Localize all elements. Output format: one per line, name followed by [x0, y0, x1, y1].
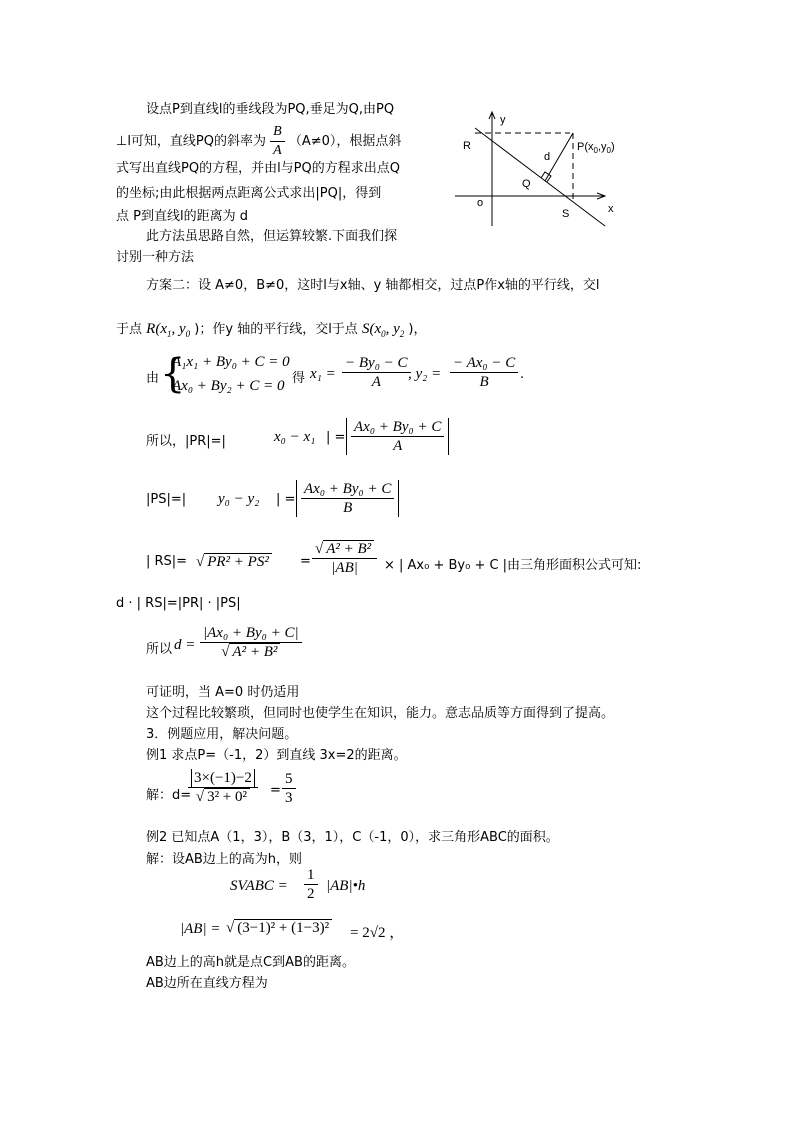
- rs-times: × | Ax₀ + By₀ + C |由三角形面积公式可知:: [384, 558, 642, 573]
- line-note: AB边所在直线方程为: [146, 976, 268, 991]
- area-lhs: SVABC =: [230, 878, 288, 894]
- pr-mid: x₀ − x₁: [274, 429, 316, 445]
- pr-prefix: 所以，|PR|=|: [146, 434, 226, 449]
- ps-abs: [296, 480, 399, 517]
- ab-lhs: |AB| =: [180, 921, 221, 937]
- para1-line4: 的坐标;由此根据两点距离公式求出|PQ|，得到: [116, 186, 382, 201]
- pr-eq: | =: [326, 430, 346, 445]
- sys-brace: {: [160, 351, 186, 397]
- para1-line6: 此方法虽思路自然，但运算较繁.下面我们探: [146, 229, 398, 244]
- x1-fraction: [342, 354, 411, 391]
- plan2-line2-end: )，: [408, 322, 427, 337]
- label-o: o: [477, 197, 484, 209]
- y2-fraction: [450, 354, 518, 391]
- para1-line2: [116, 123, 401, 160]
- plan2-line2: [116, 318, 427, 339]
- sol1-res-num: 5: [282, 770, 296, 789]
- ab-result: = 2√2 ，: [350, 925, 405, 941]
- x1-num: − By₀ − C: [342, 354, 411, 373]
- slope-den: A: [273, 143, 282, 158]
- label-Q: Q: [522, 178, 531, 190]
- rs-sqrt-wrap: √ PR² + PS²: [196, 552, 272, 571]
- label-x: x: [608, 203, 614, 215]
- ps-prefix: |PS|=|: [146, 492, 187, 507]
- ab-sqrt-wrap: √ (3−1)² + (1−3)²: [226, 919, 332, 937]
- rs-prefix: | RS|=: [146, 554, 188, 569]
- area-fraction: [304, 866, 318, 903]
- area-frac-num: 1: [304, 866, 318, 885]
- ps-fraction: [301, 480, 394, 517]
- d-lhs: d =: [174, 637, 196, 653]
- ps-eq: | =: [276, 492, 296, 507]
- pr-fraction: [351, 418, 444, 455]
- sys-eq2: Ax₀ + By₂ + C = 0: [172, 378, 285, 394]
- pr-num: Ax₀ + By₀ + C: [351, 418, 444, 437]
- ps-num: Ax₀ + By₀ + C: [301, 480, 394, 499]
- section3-heading: 3．例题应用，解决问题。: [146, 727, 298, 742]
- slope-fraction: [270, 123, 285, 160]
- rs-sqrt: PR² + PS²: [204, 553, 272, 570]
- sol1-num: 3×(−1)−2: [188, 768, 258, 788]
- sol1-result: [282, 770, 296, 807]
- proof-line: 可证明，当 A=0 时仍适用: [146, 685, 300, 700]
- para1-line5: 点 P到直线l的距离为 d: [116, 209, 248, 224]
- d-num: |Ax₀ + By₀ + C|: [200, 624, 302, 643]
- rs-den: |AB|: [331, 560, 358, 576]
- ps-mid: y₀ − y₂: [218, 491, 260, 507]
- slope-num: B: [270, 123, 285, 142]
- label-y: y: [500, 114, 506, 126]
- sys-get: 得: [292, 371, 306, 386]
- d-prefix: 所以: [146, 642, 173, 657]
- para1-line7: 讨别一种方法: [116, 250, 195, 265]
- point-S: $S(x_0$, $y_2$: [361, 321, 405, 339]
- sys-eq1: A₁x₁ + By₀ + C = 0: [172, 354, 290, 370]
- rs-fraction: [312, 540, 377, 577]
- point-R: $R(x_1$, $y_0$: [146, 321, 191, 339]
- y2-num: − Ax₀ − C: [450, 354, 518, 373]
- y2-den: B: [479, 374, 489, 390]
- sol1-fraction: [188, 768, 258, 806]
- x1-lhs: x₁ =: [310, 366, 336, 382]
- plan2-line2-mid: )；作y 轴的平行线，交l于点: [194, 322, 358, 337]
- area-tail: |AB|•h: [326, 878, 366, 894]
- label-S: S: [562, 208, 570, 220]
- ps-den: B: [343, 500, 353, 516]
- sol1-prefix: 解：d=: [146, 788, 192, 803]
- sys-prefix: 由: [146, 371, 160, 386]
- y2-lhs: , y₂ =: [408, 366, 442, 382]
- area-line: d · | RS|=|PR| · |PS|: [116, 596, 241, 611]
- label-P: $P(x_0,y_0)$: [577, 141, 615, 155]
- label-d: d: [544, 151, 551, 163]
- plan2-line1: 方案二：设 A≠0，B≠0，这时l与x轴、y 轴都相交，过点P作x轴的平行线，交l: [146, 278, 600, 293]
- label-R: R: [463, 140, 471, 152]
- para1-line3: 式写出直线PQ的方程，并由l与PQ的方程求出点Q: [116, 161, 400, 176]
- sol1-den: √ 3² + 0²: [188, 788, 258, 806]
- rs-eq: =: [300, 554, 311, 569]
- solution2: 解：设AB边上的高为h，则: [146, 852, 303, 867]
- example2: 例2 已知点A（1，3），B（3，1），C（-1，0），求三角形ABC的面积。: [146, 830, 559, 845]
- x1-den: A: [371, 374, 381, 390]
- summary-line: 这个过程比较繁琐，但同时也使学生在知识，能力。意志品质等方面得到了提高。: [146, 706, 615, 721]
- d-fraction: [200, 624, 302, 661]
- para1-line2a: ⊥l可知，直线PQ的斜率为: [116, 134, 267, 149]
- geometry-figure: [455, 108, 625, 233]
- d-den: √ A² + B²: [200, 643, 302, 661]
- sol1-res-den: 3: [285, 790, 293, 806]
- area-frac-den: 2: [307, 886, 315, 902]
- pr-den: A: [393, 438, 403, 454]
- rs-num: √ A² + B²: [312, 540, 377, 559]
- pr-abs: [346, 418, 449, 455]
- plan2-line2a: 于点: [116, 322, 143, 337]
- example1: 例1 求点P=（-1，2）到直线 3x=2的距离。: [146, 748, 407, 763]
- sys-end: .: [520, 367, 525, 382]
- para1-line2b: （A≠0），根据点斜: [288, 134, 402, 149]
- sol1-eq: =: [270, 783, 281, 798]
- para1-line1: 设点P到直线l的垂线段为PQ,垂足为Q,由PQ: [146, 102, 395, 117]
- height-note: AB边上的高h就是点C到AB的距离。: [146, 955, 355, 970]
